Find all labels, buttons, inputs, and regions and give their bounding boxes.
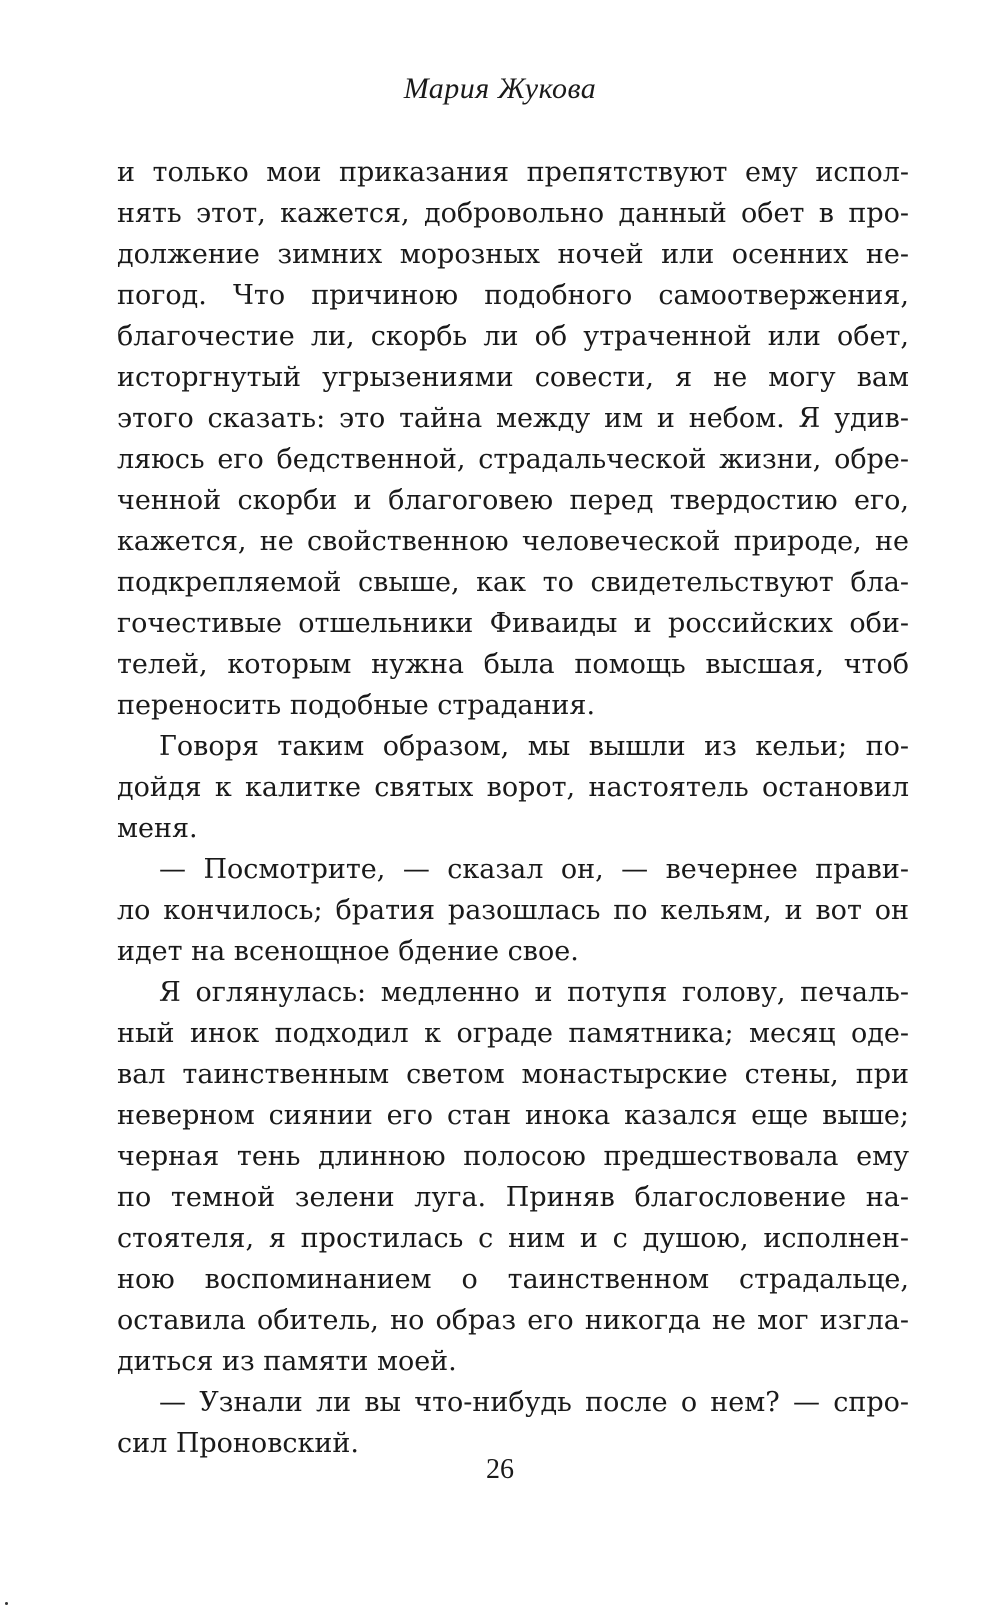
text-line: подкрепляемой свыше, как то свидетельствуют бла-: [117, 567, 909, 598]
text-line: Я оглянулась: медленно и потупя голову, печаль-: [159, 977, 909, 1008]
text-line: неверном сиянии его стан инока казался еще выше;: [117, 1100, 909, 1131]
text-line: переносить подобные страдания.: [117, 690, 596, 721]
text-line: гочестивые отшельники Фиваиды и российских оби-: [117, 608, 909, 639]
text-line: идет на всенощное бдение свое.: [117, 936, 579, 967]
paragraph-2: [117, 726, 909, 849]
scan-speck: [5, 1602, 8, 1605]
text-line: черная тень длинною полосою предшествовала ему: [117, 1141, 909, 1172]
text-line: этого сказать: это тайна между им и небом. Я удив-: [117, 403, 909, 434]
text-line: оставила обитель, но образ его никогда не мог изгла-: [117, 1305, 909, 1336]
text-line: ный инок подходил к ограде памятника; месяц оде-: [117, 1018, 909, 1049]
paragraph-3: [117, 849, 909, 972]
paragraph-5: [117, 1382, 909, 1464]
text-line: меня.: [117, 813, 198, 844]
text-line: благочестие ли, скорбь ли об утраченной или обет,: [117, 321, 909, 352]
text-line: ченной скорби и благоговею перед твердостию его,: [117, 485, 909, 516]
text-line: нять этот, кажется, добровольно данный обет в про-: [117, 198, 909, 229]
page-number: 26: [486, 1454, 514, 1485]
text-line: вал таинственным светом монастырские стены, при: [117, 1059, 909, 1090]
text-line: и только мои приказания препятствуют ему испол-: [117, 157, 909, 188]
text-line: ло кончилось; братия разошлась по кельям, и вот он: [117, 895, 909, 926]
text-line: сил Проновский.: [117, 1428, 359, 1459]
text-line: по темной зелени луга. Приняв благословение на-: [117, 1182, 909, 1213]
text-line: ною воспоминанием о таинственном страдальце,: [117, 1264, 909, 1295]
text-line: кажется, не свойственною человеческой природе, не: [117, 526, 909, 557]
paragraph-1: [117, 152, 909, 726]
text-line: должение зимних морозных ночей или осенних не-: [117, 239, 909, 270]
text-line: Говоря таким образом, мы вышли из кельи; по-: [159, 731, 909, 762]
body-text: [117, 152, 909, 1464]
paragraph-4: [117, 972, 909, 1382]
text-line: — Посмотрите, — сказал он, — вечернее прави-: [159, 854, 909, 885]
text-line: дойдя к калитке святых ворот, настоятель остановил: [117, 772, 909, 803]
text-line: — Узнали ли вы что-нибудь после о нем? — спро-: [159, 1387, 909, 1418]
text-line: погод. Что причиною подобного самоотвержения,: [117, 280, 909, 311]
text-line: стоятеля, я простилась с ним и с душою, исполнен-: [117, 1223, 909, 1254]
text-line: диться из памяти моей.: [117, 1346, 457, 1377]
running-head: Мария Жукова: [403, 72, 597, 105]
text-line: ляюсь его бедственной, страдальческой жизни, обре-: [117, 444, 909, 475]
text-line: телей, которым нужна была помощь высшая, чтоб: [117, 649, 909, 680]
text-line: исторгнутый угрызениями совести, я не могу вам: [117, 362, 909, 393]
